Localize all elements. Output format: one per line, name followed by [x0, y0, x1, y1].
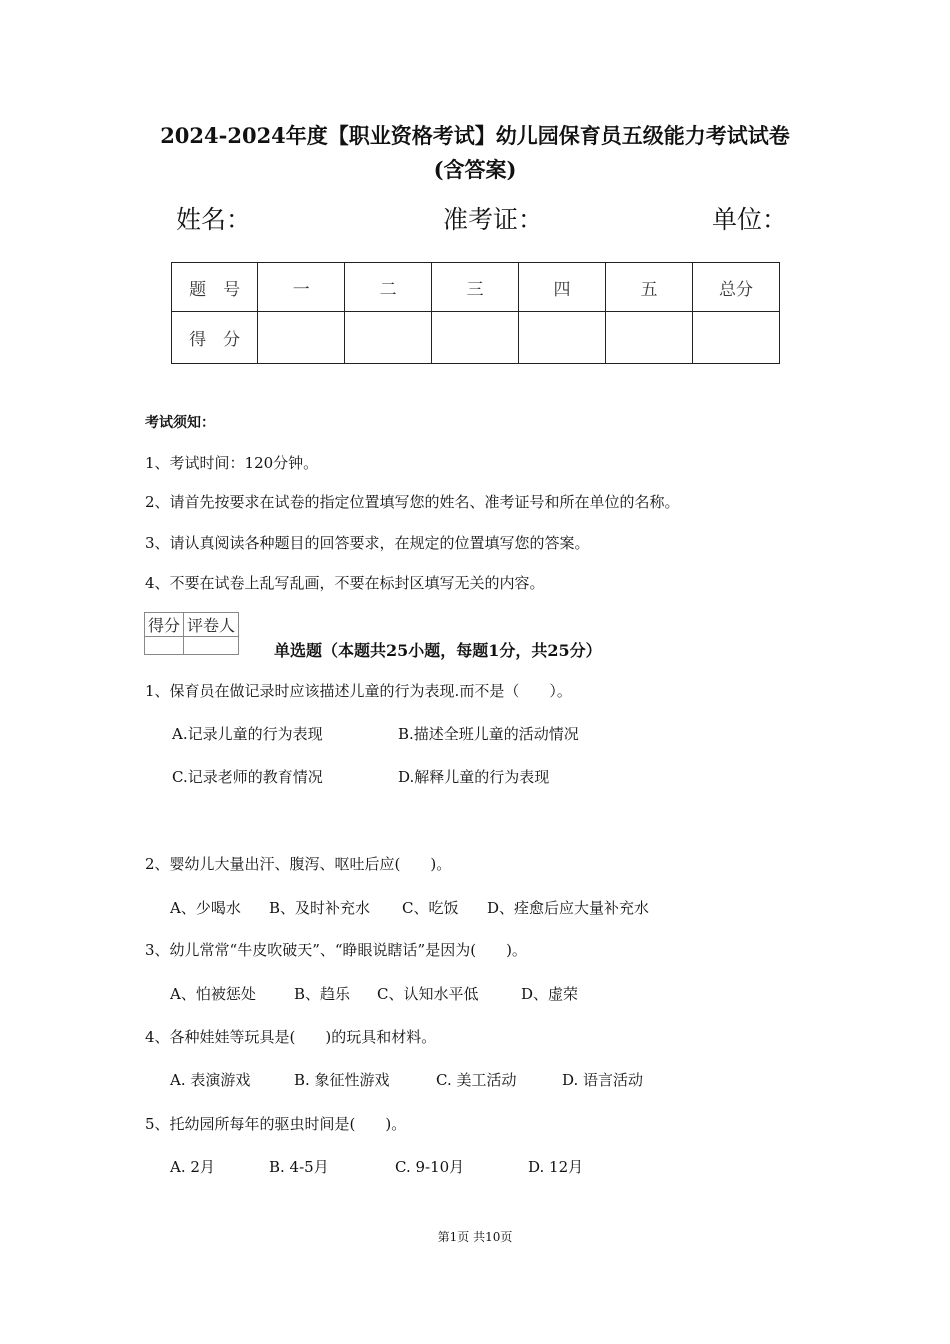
- question-option[interactable]: B.描述全班儿童的活动情况: [398, 725, 579, 743]
- exam-id-field-label: 准考证：: [443, 205, 544, 234]
- question-option[interactable]: C. 美工活动: [436, 1071, 517, 1089]
- question-option[interactable]: A. 表演游戏: [170, 1071, 251, 1089]
- score-input-cell[interactable]: [258, 312, 345, 364]
- question-option[interactable]: B. 象征性游戏: [294, 1071, 390, 1089]
- question-option[interactable]: C.记录老师的教育情况: [172, 768, 323, 786]
- question-option[interactable]: C、认知水平低: [377, 985, 479, 1003]
- question-option[interactable]: C. 9-10月: [395, 1158, 465, 1176]
- unit-field-label: 单位：: [712, 205, 788, 234]
- question-stem: 3、幼儿常常“牛皮吹破天”、“睁眼说瞎话”是因为( )。: [145, 941, 527, 959]
- question-option[interactable]: B. 4-5月: [269, 1158, 329, 1176]
- score-input-cell[interactable]: [432, 312, 519, 364]
- score-table-cell: 三: [432, 263, 519, 312]
- score-table-cell: 得 分: [172, 312, 258, 364]
- question-stem: 2、婴幼儿大量出汗、腹泻、呕吐后应( )。: [145, 855, 452, 873]
- page-number: 第1页 共10页: [437, 1230, 513, 1244]
- score-table-cell: 二: [345, 263, 432, 312]
- score-input-cell[interactable]: [345, 312, 432, 364]
- notice-title: 考试须知：: [145, 415, 215, 431]
- grader-score-cell[interactable]: [145, 637, 184, 655]
- score-input-cell[interactable]: [692, 312, 779, 364]
- question-option[interactable]: B、及时补充水: [269, 899, 371, 917]
- grader-score-label: 得分: [145, 613, 184, 637]
- score-table-cell: 题 号: [172, 263, 258, 312]
- exam-subtitle: (含答案): [433, 157, 517, 182]
- question-option[interactable]: D. 语言活动: [562, 1071, 644, 1089]
- question-option[interactable]: D、痊愈后应大量补充水: [487, 899, 650, 917]
- exam-title: 2024-2024年度【职业资格考试】幼儿园保育员五级能力考试试卷: [160, 123, 790, 148]
- question-option[interactable]: A、怕被惩处: [170, 985, 256, 1003]
- name-field-label: 姓名：: [176, 205, 252, 234]
- notice-item: 4、不要在试卷上乱写乱画，不要在标封区填写无关的内容。: [145, 574, 545, 592]
- notice-item: 3、请认真阅读各种题目的回答要求，在规定的位置填写您的答案。: [145, 534, 590, 552]
- score-table-score-row: [172, 312, 780, 364]
- score-input-cell[interactable]: [519, 312, 606, 364]
- question-option[interactable]: A. 2月: [170, 1158, 215, 1176]
- question-option[interactable]: B、趋乐: [294, 985, 351, 1003]
- grader-name-cell[interactable]: [184, 637, 239, 655]
- score-table-cell: 五: [606, 263, 693, 312]
- question-option[interactable]: D.解释儿童的行为表现: [398, 768, 550, 786]
- notice-item: 1、考试时间：120分钟。: [145, 454, 319, 472]
- score-table: [171, 262, 780, 364]
- score-table-cell: 四: [519, 263, 606, 312]
- question-option[interactable]: C、吃饭: [402, 899, 459, 917]
- question-stem: 1、保育员在做记录时应该描述儿童的行为表现.而不是（ ）。: [145, 682, 572, 700]
- question-option[interactable]: D. 12月: [528, 1158, 584, 1176]
- grader-name-label: 评卷人: [184, 613, 239, 637]
- section-title: 单选题（本题共25小题，每题1分，共25分）: [274, 641, 602, 660]
- question-option[interactable]: D、虚荣: [521, 985, 579, 1003]
- score-input-cell[interactable]: [606, 312, 693, 364]
- question-stem: 5、托幼园所每年的驱虫时间是( )。: [145, 1115, 407, 1133]
- question-option[interactable]: A.记录儿童的行为表现: [172, 725, 323, 743]
- notice-item: 2、请首先按要求在试卷的指定位置填写您的姓名、准考证号和所在单位的名称。: [145, 493, 680, 511]
- score-table-cell: 总分: [692, 263, 779, 312]
- question-stem: 4、各种娃娃等玩具是( )的玩具和材料。: [145, 1028, 437, 1046]
- question-option[interactable]: A、少喝水: [170, 899, 241, 917]
- score-table-cell: 一: [258, 263, 345, 312]
- grader-box: [144, 612, 239, 655]
- score-table-header-row: [172, 263, 780, 312]
